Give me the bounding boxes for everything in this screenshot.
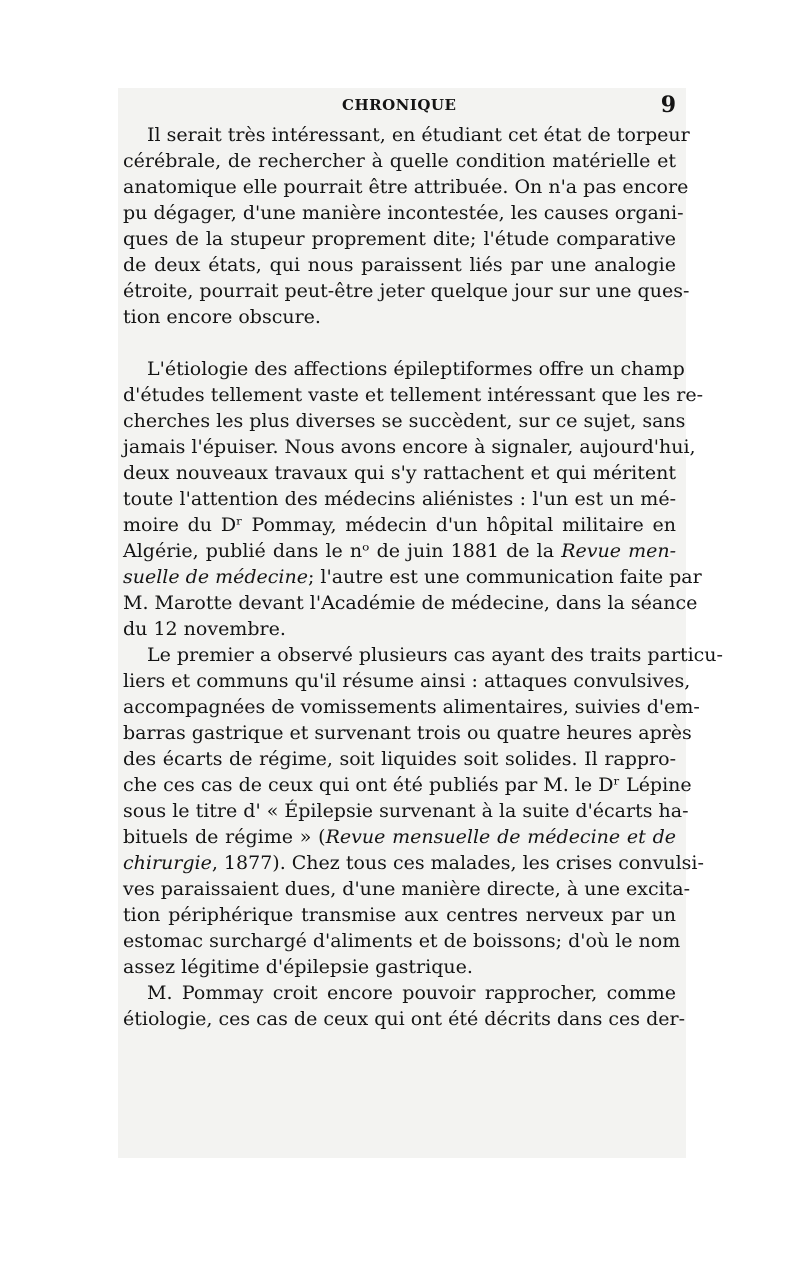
text-line: de deux états, qui nous paraissent liés par une analogie xyxy=(123,254,676,276)
text-line: jamais l'épuiser. Nous avons encore à signaler, aujourd'hui, xyxy=(123,436,696,458)
text-line: étiologie, ces cas de ceux qui ont été décrits dans ces der- xyxy=(123,1008,685,1030)
text-line: deux nouveaux travaux qui s'y rattachent et qui méritent xyxy=(123,462,676,484)
page-header xyxy=(120,92,682,122)
text-line: d'études tellement vaste et tellement intéressant que les re- xyxy=(123,384,704,406)
text-line: accompagnées de vomissements alimentaires, suivies d'em- xyxy=(123,696,700,718)
text-line xyxy=(123,850,704,876)
text-line: Il serait très intéressant, en étudiant cet état de torpeur xyxy=(147,124,690,146)
text-line: Le premier a observé plusieurs cas ayant des traits particu- xyxy=(147,644,723,666)
text-line: cherches les plus diverses se succèdent, sur ce sujet, sans xyxy=(123,410,686,432)
text-line: sous le titre d' « Épilepsie survenant à la suite d'écarts ha- xyxy=(123,800,689,822)
text-line: cérébrale, de rechercher à quelle condition matérielle et xyxy=(123,150,676,172)
journal-title-fragment: Revue mensuelle de médecine et de xyxy=(325,826,676,848)
journal-title-fragment: chirurgie xyxy=(123,852,212,874)
text-line: pu dégager, d'une manière incontestée, les causes organi- xyxy=(123,202,684,224)
text-line: assez légitime d'épilepsie gastrique. xyxy=(123,956,473,978)
text-line: ves paraissaient dues, d'une manière directe, à une excita- xyxy=(123,878,691,900)
text-line: des écarts de régime, soit liquides soit solides. Il rappro- xyxy=(123,748,676,770)
body-text xyxy=(123,122,723,1032)
text-line xyxy=(123,564,702,590)
text-fragment: Algérie, publié dans le nᵒ de juin 1881 de la xyxy=(123,540,562,562)
text-line: tion périphérique transmise aux centres nerveux par un xyxy=(123,904,676,926)
text-fragment: , 1877). Chez tous ces malades, les crises convulsi- xyxy=(211,852,704,874)
text-fragment: ; l'autre est une communication faite par xyxy=(307,566,702,588)
paragraph-gap xyxy=(123,330,676,356)
text-line: étroite, pourrait peut-être jeter quelque jour sur une ques- xyxy=(123,280,690,302)
running-title: CHRONIQUE xyxy=(342,96,457,114)
text-line: ques de la stupeur proprement dite; l'étude comparative xyxy=(123,228,676,250)
text-line: anatomique elle pourrait être attribuée. On n'a pas encore xyxy=(123,176,689,198)
journal-title-fragment: suelle de médecine xyxy=(123,566,308,588)
text-fragment: bituels de régime » ( xyxy=(123,826,326,848)
journal-title-fragment: Revue men- xyxy=(561,540,676,562)
text-line xyxy=(123,824,676,850)
text-line: toute l'attention des médecins aliénistes : l'un est un mé- xyxy=(123,488,676,510)
text-line: liers et communs qu'il résume ainsi : attaques convulsives, xyxy=(123,670,691,692)
text-line xyxy=(123,538,676,564)
page-number: 9 xyxy=(660,92,676,118)
text-line: M. Marotte devant l'Académie de médecine, dans la séance xyxy=(123,592,698,614)
text-line: L'étiologie des affections épileptiformes offre un champ xyxy=(147,358,685,380)
text-line: tion encore obscure. xyxy=(123,306,321,328)
text-line: du 12 novembre. xyxy=(123,618,286,640)
text-line: estomac surchargé d'aliments et de boissons; d'où le nom xyxy=(123,930,681,952)
text-line: che ces cas de ceux qui ont été publiés par M. le Dʳ Lépine xyxy=(123,774,692,796)
text-line: M. Pommay croit encore pouvoir rapprocher, comme xyxy=(147,982,676,1004)
text-line: moire du Dʳ Pommay, médecin d'un hôpital militaire en xyxy=(123,514,676,536)
text-line: barras gastrique et survenant trois ou quatre heures après xyxy=(123,722,692,744)
